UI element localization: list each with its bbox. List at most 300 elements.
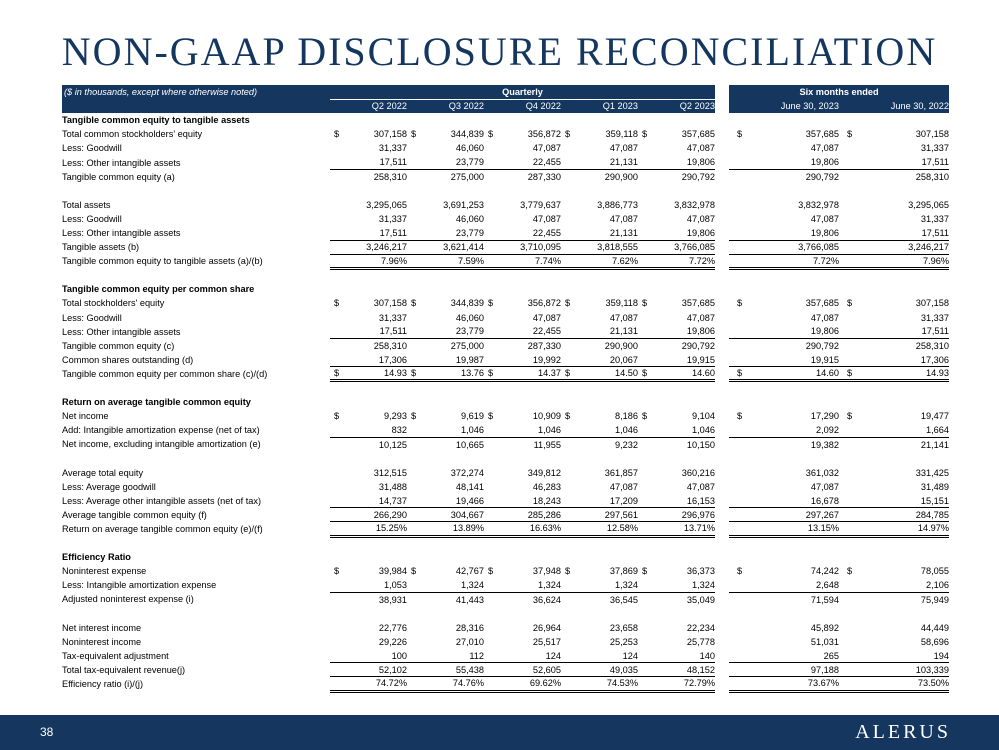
currency-symbol: $ bbox=[737, 566, 743, 577]
column-header: Q1 2023 bbox=[561, 99, 638, 113]
value-cell bbox=[330, 296, 407, 310]
spacer-row bbox=[62, 606, 949, 620]
value-cell bbox=[407, 635, 484, 649]
cell-value: 297,267 bbox=[805, 509, 839, 520]
cell-value: 19,992 bbox=[532, 354, 561, 365]
cell-value: 44,449 bbox=[920, 622, 950, 633]
cell-value: 21,141 bbox=[920, 439, 950, 450]
value-cell bbox=[729, 198, 839, 212]
table-row bbox=[62, 198, 949, 212]
value-cell bbox=[839, 353, 949, 367]
cell-value: 13.71% bbox=[683, 523, 715, 534]
cell-value: 356,872 bbox=[527, 298, 561, 309]
column-gap bbox=[715, 649, 729, 663]
value-cell bbox=[484, 141, 561, 155]
cell-value: 31,337 bbox=[378, 213, 407, 224]
value-cell bbox=[330, 564, 407, 578]
row-label: Total common stockholders' equity bbox=[62, 129, 203, 140]
cell-value: 304,667 bbox=[450, 509, 484, 520]
cell-value: 35,049 bbox=[686, 594, 715, 605]
value-cell bbox=[484, 409, 561, 423]
value-cell bbox=[407, 409, 484, 423]
value-cell bbox=[839, 522, 949, 536]
value-cell bbox=[484, 212, 561, 226]
spacer-cell bbox=[62, 536, 949, 550]
cell-value: 10,909 bbox=[532, 411, 561, 422]
value-cell bbox=[330, 592, 407, 606]
row-label: Less: Goodwill bbox=[62, 143, 122, 154]
value-cell bbox=[561, 677, 638, 691]
table-row bbox=[62, 466, 949, 480]
value-cell bbox=[484, 254, 561, 268]
table-row bbox=[62, 226, 949, 240]
row-label: Efficiency ratio (i)/(j) bbox=[62, 678, 144, 689]
value-cell bbox=[407, 423, 484, 437]
column-gap bbox=[715, 522, 729, 536]
cell-value: 14.97% bbox=[917, 523, 950, 534]
cell-value: 45,892 bbox=[810, 622, 839, 633]
value-cell bbox=[839, 170, 949, 184]
value-cell bbox=[638, 466, 715, 480]
cell-value: 10,665 bbox=[455, 439, 484, 450]
value-cell bbox=[330, 522, 407, 536]
column-gap bbox=[715, 198, 729, 212]
value-cell bbox=[638, 480, 715, 494]
cell-value: 37,869 bbox=[609, 566, 638, 577]
value-cell bbox=[729, 367, 839, 381]
cell-value: 27,010 bbox=[455, 636, 484, 647]
value-cell bbox=[407, 649, 484, 663]
cell-value: 14.93 bbox=[384, 368, 407, 379]
value-cell bbox=[330, 437, 407, 451]
cell-value: 2,648 bbox=[816, 580, 839, 591]
table-row bbox=[62, 155, 949, 169]
column-gap bbox=[715, 254, 729, 268]
cell-value: 25,517 bbox=[532, 636, 561, 647]
value-cell bbox=[729, 353, 839, 367]
cell-value: 100 bbox=[391, 650, 407, 661]
currency-symbol: $ bbox=[847, 368, 853, 379]
value-cell bbox=[561, 311, 638, 325]
cell-value: 23,779 bbox=[455, 157, 484, 168]
value-cell bbox=[638, 353, 715, 367]
value-cell bbox=[407, 240, 484, 254]
row-label: Less: Goodwill bbox=[62, 213, 122, 224]
cell-value: 307,158 bbox=[915, 298, 950, 309]
cell-value: 31,337 bbox=[378, 312, 407, 323]
cell-value: 47,087 bbox=[686, 143, 715, 154]
value-cell bbox=[330, 423, 407, 437]
cell-value: 17,209 bbox=[609, 495, 638, 506]
cell-value: 3,621,414 bbox=[443, 242, 484, 253]
value-cell bbox=[330, 254, 407, 268]
row-label: Less: Average goodwill bbox=[62, 481, 156, 492]
value-cell bbox=[330, 621, 407, 635]
cell-value: 46,060 bbox=[455, 213, 484, 224]
value-cell bbox=[638, 522, 715, 536]
column-gap bbox=[715, 353, 729, 367]
cell-value: 36,373 bbox=[686, 566, 715, 577]
table-row bbox=[62, 635, 949, 649]
cell-value: 1,324 bbox=[461, 580, 484, 591]
value-cell bbox=[561, 339, 638, 353]
currency-symbol: $ bbox=[488, 129, 494, 140]
currency-symbol: $ bbox=[488, 368, 494, 379]
value-cell bbox=[839, 564, 949, 578]
cell-value: 287,330 bbox=[527, 171, 561, 182]
value-cell bbox=[638, 198, 715, 212]
cell-value: 3,295,065 bbox=[908, 199, 950, 210]
value-cell bbox=[407, 198, 484, 212]
column-header: June 30, 2023 bbox=[729, 99, 839, 113]
value-cell bbox=[407, 564, 484, 578]
cell-value: 73.50% bbox=[917, 678, 950, 689]
cell-value: 19,477 bbox=[920, 411, 950, 422]
cell-value: 58,696 bbox=[920, 636, 950, 647]
row-label: Average total equity bbox=[62, 467, 144, 478]
value-cell bbox=[561, 296, 638, 310]
value-cell bbox=[484, 466, 561, 480]
value-cell bbox=[839, 127, 949, 141]
spacer-row bbox=[62, 381, 949, 395]
currency-symbol: $ bbox=[642, 411, 648, 422]
cell-value: 7.72% bbox=[812, 255, 839, 266]
cell-value: 73.67% bbox=[807, 678, 839, 689]
cell-value: 75,949 bbox=[920, 594, 950, 605]
cell-value: 1,324 bbox=[538, 580, 561, 591]
value-cell bbox=[638, 494, 715, 508]
table-row bbox=[62, 339, 949, 353]
value-cell bbox=[839, 508, 949, 522]
value-cell bbox=[330, 508, 407, 522]
cell-value: 19,806 bbox=[686, 157, 715, 168]
cell-value: 140 bbox=[699, 650, 715, 661]
value-cell bbox=[484, 353, 561, 367]
cell-value: 23,658 bbox=[609, 622, 638, 633]
cell-value: 52,605 bbox=[532, 664, 561, 675]
value-cell bbox=[484, 649, 561, 663]
cell-value: 71,594 bbox=[810, 594, 839, 605]
row-label: Tangible common equity to tangible assets (a)/(b) bbox=[62, 256, 263, 267]
row-label: Tangible common equity (c) bbox=[62, 340, 175, 351]
value-cell bbox=[330, 198, 407, 212]
value-cell bbox=[330, 466, 407, 480]
cell-value: 14.60 bbox=[816, 368, 839, 379]
column-gap bbox=[715, 423, 729, 437]
value-cell bbox=[729, 296, 839, 310]
table-row bbox=[62, 578, 949, 592]
column-header: Q3 2022 bbox=[407, 99, 484, 113]
value-cell bbox=[407, 353, 484, 367]
cell-value: 15,151 bbox=[920, 495, 950, 506]
value-cell bbox=[729, 592, 839, 606]
value-cell bbox=[407, 578, 484, 592]
row-label: Net income, excluding intangible amortization (e) bbox=[62, 439, 261, 450]
cell-value: 47,087 bbox=[532, 143, 561, 154]
section-heading: Efficiency Ratio bbox=[62, 552, 131, 563]
cell-value: 49,035 bbox=[609, 664, 638, 675]
table-body bbox=[62, 113, 949, 691]
cell-value: 26,964 bbox=[532, 622, 561, 633]
cell-value: 19,915 bbox=[686, 354, 715, 365]
cell-value: 290,792 bbox=[805, 340, 839, 351]
value-cell bbox=[729, 141, 839, 155]
cell-value: 258,310 bbox=[915, 340, 950, 351]
value-cell bbox=[484, 578, 561, 592]
cell-value: 17,511 bbox=[921, 157, 950, 168]
value-cell bbox=[638, 649, 715, 663]
section-heading: Tangible common equity per common share bbox=[62, 284, 255, 295]
value-cell bbox=[407, 480, 484, 494]
value-cell bbox=[839, 311, 949, 325]
column-gap bbox=[715, 480, 729, 494]
cell-value: 10,150 bbox=[686, 439, 715, 450]
value-cell bbox=[729, 649, 839, 663]
cell-value: 3,818,555 bbox=[597, 242, 638, 253]
cell-value: 46,060 bbox=[455, 143, 484, 154]
cell-value: 361,032 bbox=[805, 467, 839, 478]
cell-value: 290,792 bbox=[681, 171, 715, 182]
cell-value: 16,678 bbox=[810, 495, 839, 506]
column-gap bbox=[715, 578, 729, 592]
value-cell bbox=[638, 508, 715, 522]
cell-value: 359,118 bbox=[605, 129, 638, 140]
row-label: Add: Intangible amortization expense (net of tax) bbox=[62, 425, 260, 436]
currency-symbol: $ bbox=[642, 298, 648, 309]
six-months-group-label: Six months ended bbox=[729, 85, 949, 99]
value-cell bbox=[484, 423, 561, 437]
cell-value: 1,046 bbox=[538, 425, 561, 436]
currency-symbol: $ bbox=[847, 411, 853, 422]
cell-value: 37,948 bbox=[532, 566, 561, 577]
value-cell bbox=[330, 578, 407, 592]
value-cell bbox=[638, 212, 715, 226]
value-cell bbox=[330, 226, 407, 240]
value-cell bbox=[638, 155, 715, 169]
cell-value: 31,337 bbox=[378, 143, 407, 154]
cell-value: 112 bbox=[469, 650, 484, 661]
value-cell bbox=[484, 621, 561, 635]
value-cell bbox=[561, 508, 638, 522]
column-gap bbox=[715, 494, 729, 508]
page-title: NON-GAAP DISCLOSURE RECONCILIATION bbox=[61, 29, 938, 74]
value-cell bbox=[638, 254, 715, 268]
table-row bbox=[62, 480, 949, 494]
value-cell bbox=[407, 170, 484, 184]
value-cell bbox=[729, 212, 839, 226]
value-cell bbox=[729, 339, 839, 353]
value-cell bbox=[729, 409, 839, 423]
cell-value: 55,438 bbox=[455, 664, 484, 675]
value-cell bbox=[330, 155, 407, 169]
cell-value: 19,806 bbox=[686, 227, 715, 238]
cell-value: 3,779,637 bbox=[520, 199, 561, 210]
cell-value: 360,216 bbox=[681, 467, 715, 478]
value-cell bbox=[407, 663, 484, 677]
value-cell bbox=[561, 141, 638, 155]
cell-value: 69.62% bbox=[529, 678, 561, 689]
alerus-logo: ALERUS bbox=[855, 721, 951, 743]
cell-value: 359,118 bbox=[605, 298, 638, 309]
currency-symbol: $ bbox=[642, 566, 648, 577]
value-cell bbox=[638, 592, 715, 606]
section-heading-row bbox=[62, 395, 949, 409]
cell-value: 52,102 bbox=[378, 664, 407, 675]
row-label: Return on average tangible common equity (e)/(f) bbox=[62, 523, 263, 534]
column-gap bbox=[715, 367, 729, 381]
cell-value: 72.79% bbox=[683, 678, 715, 689]
spacer-row bbox=[62, 451, 949, 465]
spacer-row bbox=[62, 268, 949, 282]
value-cell bbox=[561, 240, 638, 254]
cell-value: 331,425 bbox=[915, 467, 950, 478]
value-cell bbox=[729, 170, 839, 184]
value-cell bbox=[839, 212, 949, 226]
cell-value: 36,624 bbox=[532, 594, 561, 605]
cell-value: 47,087 bbox=[686, 312, 715, 323]
section-heading-row bbox=[62, 282, 949, 296]
value-cell bbox=[561, 621, 638, 635]
row-label: Adjusted noninterest expense (i) bbox=[62, 594, 194, 605]
currency-symbol: $ bbox=[642, 368, 648, 379]
value-cell bbox=[561, 226, 638, 240]
currency-symbol: $ bbox=[411, 129, 417, 140]
cell-value: 3,710,095 bbox=[520, 242, 561, 253]
row-label: Net income bbox=[62, 411, 109, 422]
value-cell bbox=[638, 635, 715, 649]
value-cell bbox=[638, 409, 715, 423]
value-cell bbox=[839, 296, 949, 310]
table-row bbox=[62, 494, 949, 508]
cell-value: 46,060 bbox=[455, 312, 484, 323]
row-label: Average tangible common equity (f) bbox=[62, 509, 207, 520]
cell-value: 307,158 bbox=[373, 129, 407, 140]
column-gap bbox=[715, 240, 729, 254]
value-cell bbox=[484, 367, 561, 381]
row-label: Common shares outstanding (d) bbox=[62, 354, 194, 365]
value-cell bbox=[839, 226, 949, 240]
table-row bbox=[62, 296, 949, 310]
cell-value: 17,306 bbox=[920, 354, 950, 365]
cell-value: 29,226 bbox=[378, 636, 407, 647]
header-gap bbox=[715, 99, 729, 113]
row-label: Tax-equivalent adjustment bbox=[62, 650, 169, 661]
value-cell bbox=[638, 311, 715, 325]
cell-value: 47,087 bbox=[686, 481, 715, 492]
cell-value: 1,046 bbox=[692, 425, 715, 436]
value-cell bbox=[484, 494, 561, 508]
value-cell bbox=[407, 226, 484, 240]
value-cell bbox=[729, 480, 839, 494]
column-gap bbox=[715, 311, 729, 325]
value-cell bbox=[484, 677, 561, 691]
value-cell bbox=[839, 466, 949, 480]
cell-value: 3,886,773 bbox=[597, 199, 638, 210]
currency-symbol: $ bbox=[565, 368, 571, 379]
cell-value: 344,839 bbox=[450, 298, 484, 309]
cell-value: 258,310 bbox=[915, 171, 950, 182]
value-cell bbox=[330, 353, 407, 367]
value-cell bbox=[330, 212, 407, 226]
cell-value: 1,664 bbox=[926, 425, 950, 436]
cell-value: 47,087 bbox=[609, 481, 638, 492]
column-gap bbox=[715, 564, 729, 578]
value-cell bbox=[330, 311, 407, 325]
value-cell bbox=[561, 198, 638, 212]
value-cell bbox=[839, 635, 949, 649]
table-row bbox=[62, 649, 949, 663]
currency-symbol: $ bbox=[488, 411, 494, 422]
currency-symbol: $ bbox=[847, 566, 853, 577]
value-cell bbox=[330, 663, 407, 677]
cell-value: 13.89% bbox=[452, 523, 484, 534]
column-gap bbox=[715, 592, 729, 606]
cell-value: 2,092 bbox=[816, 425, 839, 436]
header-row-groups bbox=[62, 85, 949, 99]
cell-value: 97,188 bbox=[810, 664, 839, 675]
cell-value: 275,000 bbox=[450, 340, 484, 351]
value-cell bbox=[561, 437, 638, 451]
section-heading-row bbox=[62, 550, 949, 564]
currency-symbol: $ bbox=[411, 411, 417, 422]
cell-value: 74.53% bbox=[606, 678, 638, 689]
cell-value: 31,337 bbox=[920, 213, 950, 224]
value-cell bbox=[561, 480, 638, 494]
cell-value: 3,832,978 bbox=[798, 199, 839, 210]
cell-value: 22,455 bbox=[532, 227, 561, 238]
value-cell bbox=[330, 635, 407, 649]
currency-symbol: $ bbox=[847, 298, 853, 309]
value-cell bbox=[484, 170, 561, 184]
value-cell bbox=[561, 578, 638, 592]
value-cell bbox=[561, 663, 638, 677]
cell-value: 18,243 bbox=[532, 495, 561, 506]
value-cell bbox=[484, 508, 561, 522]
currency-symbol: $ bbox=[565, 298, 571, 309]
cell-value: 48,141 bbox=[455, 481, 484, 492]
header-gap bbox=[715, 85, 729, 99]
value-cell bbox=[839, 325, 949, 339]
value-cell bbox=[729, 127, 839, 141]
cell-value: 296,976 bbox=[681, 509, 715, 520]
cell-value: 307,158 bbox=[915, 129, 950, 140]
cell-value: 13.76 bbox=[461, 368, 484, 379]
cell-value: 832 bbox=[391, 425, 407, 436]
column-gap bbox=[715, 212, 729, 226]
value-cell bbox=[330, 367, 407, 381]
row-label: Less: Average other intangible assets (net of tax) bbox=[62, 495, 262, 506]
cell-value: 10,125 bbox=[378, 439, 407, 450]
column-header: Q2 2023 bbox=[638, 99, 715, 113]
cell-value: 47,087 bbox=[810, 213, 839, 224]
value-cell bbox=[561, 367, 638, 381]
column-gap bbox=[715, 141, 729, 155]
cell-value: 361,857 bbox=[604, 467, 638, 478]
cell-value: 25,778 bbox=[686, 636, 715, 647]
value-cell bbox=[839, 423, 949, 437]
value-cell bbox=[729, 508, 839, 522]
cell-value: 275,000 bbox=[450, 171, 484, 182]
table-row bbox=[62, 367, 949, 381]
cell-value: 11,955 bbox=[533, 439, 561, 450]
value-cell bbox=[561, 353, 638, 367]
row-label: Total stockholders' equity bbox=[62, 298, 165, 309]
column-gap bbox=[715, 339, 729, 353]
value-cell bbox=[407, 621, 484, 635]
value-cell bbox=[729, 325, 839, 339]
cell-value: 14.93 bbox=[926, 368, 950, 379]
cell-value: 47,087 bbox=[686, 213, 715, 224]
